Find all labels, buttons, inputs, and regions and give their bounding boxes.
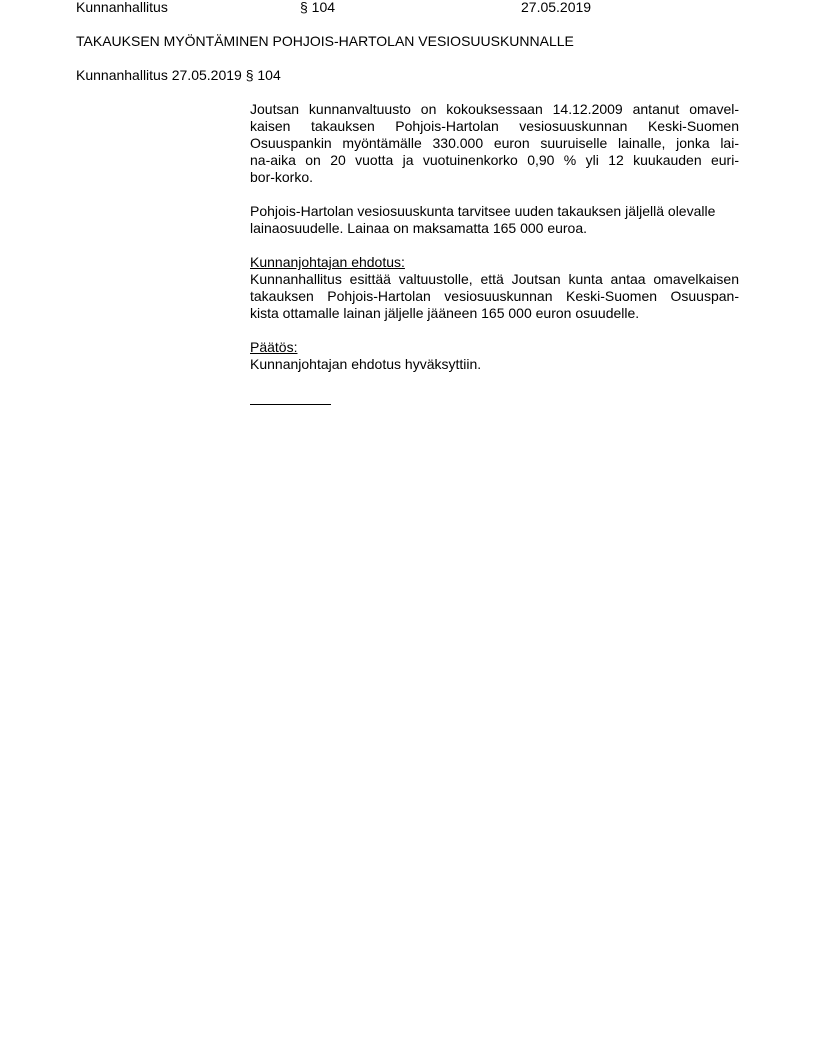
meeting-line: Kunnanhallitus 27.05.2019 § 104 [76,67,281,83]
proposal-block [250,254,739,322]
closing-rule [250,390,331,405]
text-line: na-aika on 20 vuotta ja vuotuinenkorko 0,90 % yli 12 kuukauden euri- [250,152,739,168]
decision-text: Kunnanjohtajan ehdotus hyväksyttiin. [250,356,482,372]
text-line: lainaosuudelle. Lainaa on maksamatta 165 000 euroa. [250,220,588,236]
text-line: Osuuspankin myöntämälle 330.000 euron suuruiselle lainalle, jonka lai- [250,135,739,151]
paragraph-guarantee-history [250,101,739,186]
text-line: bor-korko. [250,169,314,185]
text-line: kista ottamalle lainan jäljelle jääneen 165 000 euron osuudelle. [250,305,640,321]
text-line: Kunnanhallitus esittää valtuustolle, että Joutsan kunta antaa omavelkaisen [250,271,739,287]
proposal-text [250,271,739,322]
text-line: takauksen Pohjois-Hartolan vesiosuuskunnan Keski-Suomen Osuuspan- [250,288,739,304]
header-organ: Kunnanhallitus [76,0,168,15]
document-title: TAKAUKSEN MYÖNTÄMINEN POHJOIS-HARTOLAN VESIOSUUSKUNNALLE [76,33,574,49]
text-line: Pohjois-Hartolan vesiosuuskunta tarvitsee uuden takauksen jäljellä olevalle [250,203,716,219]
text-line: Joutsan kunnanvaltuusto on kokouksessaan 14.12.2009 antanut omavel- [250,101,739,117]
body-column [250,101,739,405]
header-date: 27.05.2019 [521,0,592,15]
proposal-heading: Kunnanjohtajan ehdotus: [250,254,405,270]
decision-block [250,339,739,373]
paragraph-need [250,203,739,237]
decision-heading: Päätös: [250,339,298,355]
header-section: § 104 [300,0,336,15]
text-line: kaisen takauksen Pohjois-Hartolan vesiosuuskunnan Keski-Suomen [250,118,739,134]
